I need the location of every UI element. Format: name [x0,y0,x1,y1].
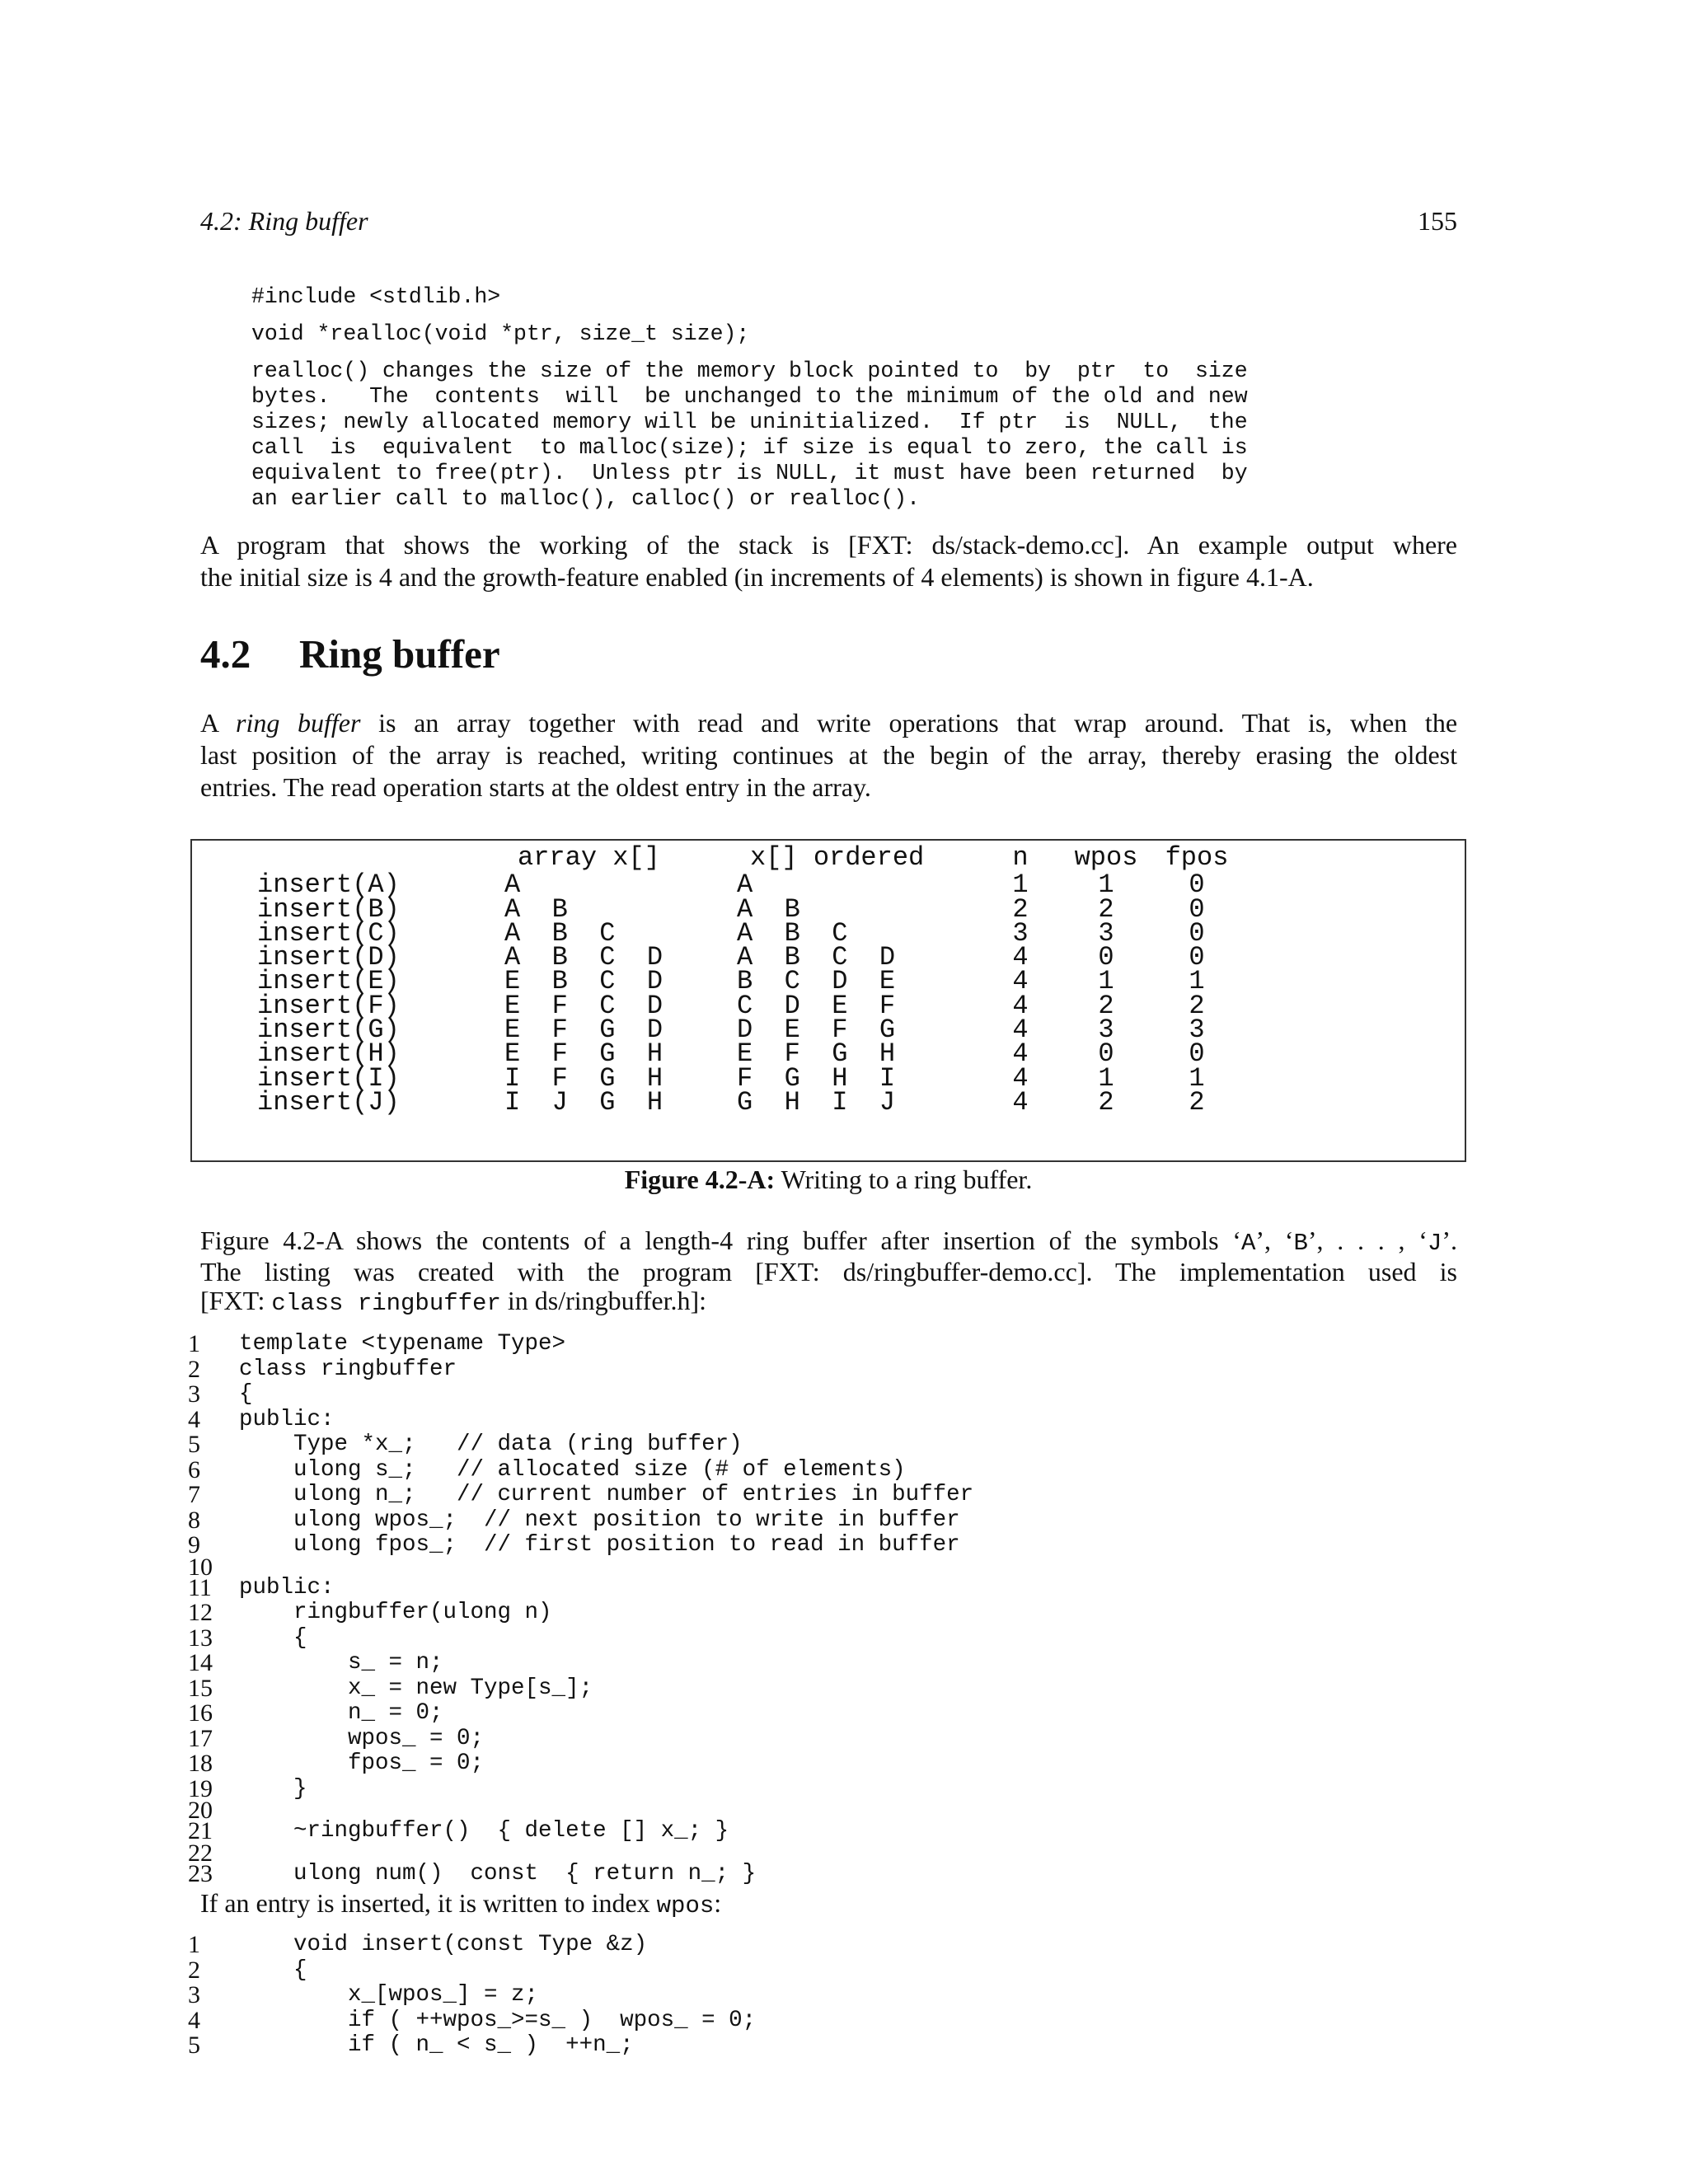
n-cell: 4 [1012,990,1029,1021]
n-cell: 1 [1012,869,1029,901]
array-cell: E F G H [504,1038,663,1070]
operation-cell: insert(B) [257,893,400,925]
header-array: array x[] [518,842,660,873]
code-text: if ( n_ < s_ ) ++n_; [239,2032,634,2058]
fpos-cell: 0 [1189,942,1205,973]
ordered-cell: A [737,869,753,901]
operation-cell: insert(F) [257,990,400,1021]
inline-code: class ringbuffer [271,1290,501,1317]
table-body [257,869,1238,1118]
line-number: 12 [188,1599,213,1626]
code-line [188,1405,973,1433]
code-line [188,1553,973,1581]
n-cell: 4 [1012,1015,1029,1046]
paragraph-line: A program that shows the working of the stack is [FXT: ds/stack-demo.cc]. An example output where [200,530,1457,560]
line-number: 18 [188,1750,213,1777]
code-line [188,1651,973,1676]
line-number: 22 [188,1839,213,1867]
n-cell: 4 [1012,1038,1029,1070]
fpos-cell: 1 [1189,1062,1205,1094]
n-cell: 4 [1012,1086,1029,1118]
array-cell: E F C D [504,990,663,1021]
code-text: ulong n_; // current number of entries in buffer [239,1482,974,1507]
line-number: 5 [188,2032,200,2059]
header-n: n [1012,842,1029,873]
wpos-cell: 1 [1098,1062,1114,1094]
n-cell: 4 [1012,1062,1029,1094]
fpos-cell: 2 [1189,990,1205,1021]
code-line [188,1751,973,1777]
array-cell: A [504,869,521,901]
code-text: x_[wpos_] = z; [239,1982,539,2008]
operation-cell: insert(A) [257,869,400,901]
n-cell: 4 [1012,966,1029,997]
description-line: sizes; newly allocated memory will be uninitialized. If ptr is NULL, the [251,410,1248,434]
code-text: ~ringbuffer() { delete [] x_; } [239,1818,729,1844]
ordered-cell: A B C [737,917,848,949]
code-line [188,2008,756,2034]
code-line [188,2033,756,2059]
line-number: 6 [188,1455,200,1483]
code-line [188,1724,973,1752]
description-line: realloc() changes the size of the memory block pointed to by ptr to size [251,359,1248,383]
array-cell: E F G D [504,1015,663,1046]
code-text: public: [239,1406,335,1432]
header-wpos: wpos [1074,842,1138,873]
code-text: ulong fpos_; // first position to read in buffer [239,1532,960,1558]
code-line [188,1626,973,1652]
operation-cell: insert(I) [257,1062,400,1094]
line-number: 13 [188,1624,213,1652]
paragraph-ring-buffer [200,707,1457,804]
line-number: 8 [188,1506,200,1534]
array-cell: A B [504,893,568,925]
line-number: 20 [188,1797,213,1824]
description-line: an earlier call to malloc(), calloc() or realloc(). [251,486,921,511]
paragraph-line: A ring buffer is an array together with read and write operations that wrap around. That is, when the [200,708,1458,738]
line-number: 2 [188,1355,200,1383]
ordered-cell: F G H I [737,1062,896,1094]
code-line [188,1933,756,1958]
code-text: ulong wpos_; // next position to write in buffer [239,1507,960,1533]
line-number: 15 [188,1674,213,1702]
code-text: ringbuffer(ulong n) [239,1600,552,1625]
code-text: public: [239,1574,335,1601]
paragraph-line: If an entry is inserted, it is written to index wpos: [200,1888,722,1919]
code-text: Type *x_; // data (ring buffer) [239,1432,743,1457]
description-line: call is equivalent to malloc(size); if size is equal to zero, the call is [251,435,1248,460]
wpos-cell: 1 [1098,966,1114,997]
paragraph-line: last position of the array is reached, writing continues at the begin of the array, thereby erasing the oldest [200,740,1457,770]
operation-cell: insert(H) [257,1038,400,1070]
line-number: 1 [188,1330,200,1357]
description-line: equivalent to free(ptr). Unless ptr is NULL, it must have been returned by [251,461,1248,485]
wpos-cell: 2 [1098,990,1114,1021]
ordered-cell: D E F G [737,1015,896,1046]
line-number: 21 [188,1817,213,1844]
fpos-cell: 3 [1189,1015,1205,1046]
array-cell: I J G H [504,1086,663,1118]
code-text: { [239,1624,307,1651]
line-number: 10 [188,1553,213,1581]
code-line [188,1432,973,1458]
code-text: s_ = n; [239,1650,443,1675]
fpos-cell: 0 [1189,893,1205,925]
line-number: 3 [188,1981,200,2008]
code-line [188,1382,973,1408]
code-text: fpos_ = 0; [239,1750,485,1776]
wpos-cell: 3 [1098,1015,1114,1046]
code-text: if ( ++wpos_>=s_ ) wpos_ = 0; [239,2007,757,2033]
page-number: 155 [1418,206,1457,236]
code-text: { [239,1957,307,1983]
figure-caption [0,1165,1657,1195]
paragraph-line: The listing was created with the program [FXT: ds/ringbuffer-demo.cc]. The implementation used is [200,1257,1457,1286]
description-line: bytes. The contents will be unchanged to the minimum of the old and new [251,384,1248,409]
code-line [188,1332,973,1357]
line-number: 19 [188,1774,213,1802]
code-text: template <typename Type> [239,1331,566,1357]
line-number: 7 [188,1481,200,1508]
code-line [188,1508,973,1534]
code-listing-insert [188,1933,756,2059]
paragraph-line: the initial size is 4 and the growth-feature enabled (in increments of 4 elements) is shown in figure 4.1-A. [200,562,1314,592]
table-row [257,1086,1238,1118]
wpos-cell: 0 [1098,1038,1114,1070]
paragraph-stack-demo [200,529,1457,593]
wpos-cell: 2 [1098,893,1114,925]
line-number: 17 [188,1724,213,1752]
line-number: 16 [188,1699,213,1727]
prototype-line: void *realloc(void *ptr, size_t size); [251,321,750,346]
operation-cell: insert(E) [257,966,400,997]
code-line [188,1839,973,1867]
fpos-cell: 0 [1189,869,1205,901]
wpos-cell: 2 [1098,1086,1114,1118]
code-text: x_ = new Type[s_]; [239,1675,593,1701]
array-cell: I F G H [504,1062,663,1094]
operation-cell: insert(D) [257,942,400,973]
header-fpos: fpos [1165,842,1229,873]
operation-cell: insert(J) [257,1086,400,1118]
paragraph-line: [FXT: class ringbuffer in ds/ringbuffer.h]: [200,1286,707,1317]
code-line [188,1533,973,1558]
code-line [188,1455,973,1483]
array-cell: E B C D [504,966,663,997]
ordered-cell: B C D E [737,966,896,997]
caption-label: Figure 4.2-A: [624,1165,776,1194]
code-line [188,1774,973,1802]
caption-text: Writing to a ring buffer. [775,1165,1033,1194]
table-header-row [257,842,1238,873]
code-listing-ringbuffer-class [188,1332,973,1886]
section-heading [200,630,500,677]
line-number: 14 [188,1649,213,1676]
line-number: 3 [188,1380,200,1408]
code-line [188,1859,973,1887]
line-number: 11 [188,1573,212,1601]
operation-cell: insert(G) [257,1015,400,1046]
line-number: 2 [188,1956,200,1984]
section-number: 4.2 [200,631,251,677]
array-cell: A B C [504,917,616,949]
code-line [188,1797,973,1824]
code-text: } [239,1775,307,1802]
code-text: n_ = 0; [239,1700,443,1726]
paragraph-line: entries. The read operation starts at the oldest entry in the array. [200,772,871,802]
code-text: wpos_ = 0; [239,1725,485,1751]
code-line [188,1676,973,1702]
paragraph-line: Figure 4.2-A shows the contents of a length-4 ring buffer after insertion of the symbols ‘A’, ‘B’, . . . , ‘J’. [200,1226,1458,1257]
code-line [188,1983,756,2008]
wpos-cell: 3 [1098,917,1114,949]
line-number: 4 [188,1405,200,1433]
ordered-cell: C D E F [737,990,896,1021]
paragraph-insert [200,1887,1457,1922]
man-page-excerpt [251,284,1248,512]
running-head: 4.2: Ring buffer [200,206,368,236]
code-line [188,1573,973,1601]
code-line [188,1701,973,1727]
n-cell: 4 [1012,942,1029,973]
code-line [188,1357,973,1383]
n-cell: 2 [1012,893,1029,925]
fpos-cell: 0 [1189,917,1205,949]
fpos-cell: 2 [1189,1086,1205,1118]
line-number: 23 [188,1859,213,1887]
ordered-cell: E F G H [737,1038,896,1070]
ordered-cell: G H I J [737,1086,896,1118]
wpos-cell: 1 [1098,869,1114,901]
code-text: class ringbuffer [239,1356,457,1382]
code-text: void insert(const Type &z) [239,1932,648,1957]
line-number: 1 [188,1931,200,1958]
line-number: 9 [188,1531,200,1558]
code-line [188,1819,973,1844]
fpos-cell: 1 [1189,966,1205,997]
code-text: ulong s_; // allocated size (# of elements) [239,1456,906,1483]
header-ordered: x[] ordered [750,842,925,873]
inline-code: wpos [656,1892,715,1919]
array-cell: A B C D [504,942,663,973]
code-text: ulong num() const { return n_; } [239,1860,757,1886]
code-line [188,1601,973,1626]
include-line: #include <stdlib.h> [251,284,501,309]
line-number: 5 [188,1431,200,1458]
paragraph-figure-description [200,1226,1457,1318]
ordered-cell: A B C D [737,942,896,973]
fpos-cell: 0 [1189,1038,1205,1070]
line-number: 4 [188,2006,200,2034]
code-line [188,1958,756,1984]
n-cell: 3 [1012,917,1029,949]
ring-buffer-table [257,842,1238,1118]
section-title: Ring buffer [299,631,500,677]
code-text: { [239,1381,253,1407]
term-ring-buffer: ring buffer [236,708,361,738]
wpos-cell: 0 [1098,942,1114,973]
code-line [188,1483,973,1508]
operation-cell: insert(C) [257,917,400,949]
ordered-cell: A B [737,893,800,925]
